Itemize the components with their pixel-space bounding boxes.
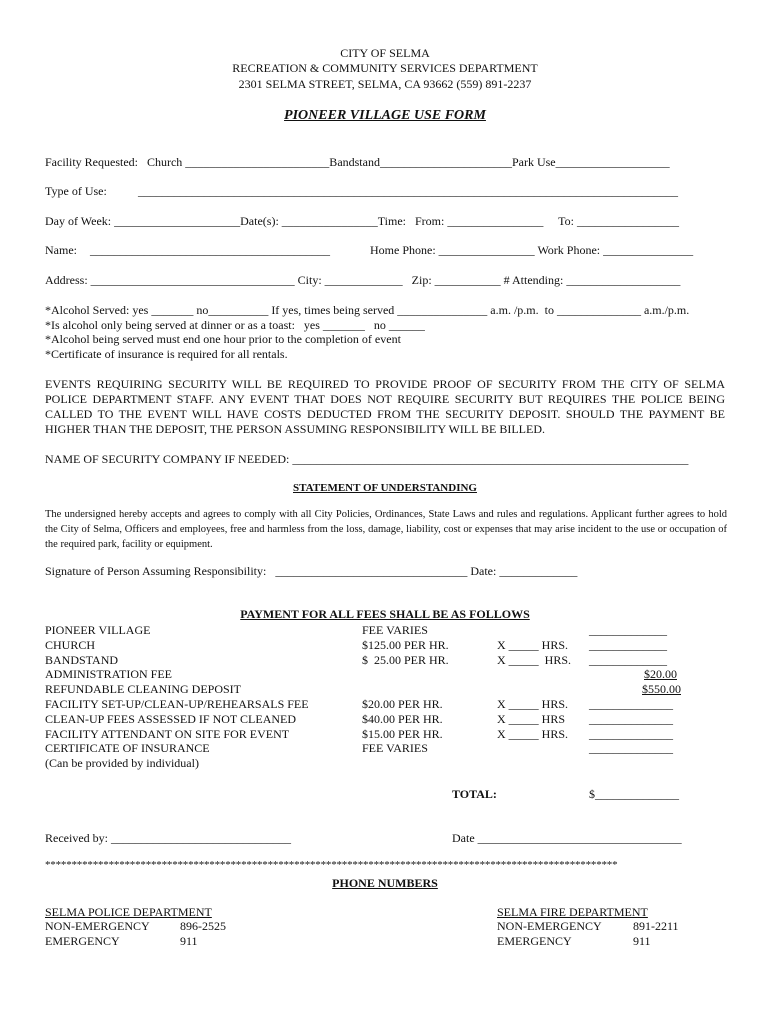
- header-department: RECREATION & COMMUNITY SERVICES DEPARTMENT: [232, 61, 538, 75]
- fee-item: CERTIFICATE OF INSURANCE: [45, 741, 210, 755]
- fee-rate: $40.00 PER HR.: [362, 712, 443, 726]
- fee-rate: $20.00 PER HR.: [362, 697, 443, 711]
- fee-item-note: (Can be provided by individual): [45, 756, 199, 770]
- payment-heading: PAYMENT FOR ALL FEES SHALL BE AS FOLLOWS: [240, 607, 530, 621]
- fee-rate: FEE VARIES: [362, 623, 428, 637]
- police-department-name: SELMA POLICE DEPARTMENT: [45, 905, 212, 919]
- alcohol-toast-line[interactable]: *Is alcohol only being served at dinner or as a toast: yes _______ no ______: [45, 318, 425, 332]
- fee-hours[interactable]: X _____ HRS: [497, 712, 566, 726]
- phone-numbers-heading: PHONE NUMBERS: [332, 876, 438, 890]
- fire-emergency-number: 911: [633, 934, 651, 948]
- fee-total[interactable]: ______________: [589, 697, 673, 711]
- fee-item: PIONEER VILLAGE: [45, 623, 151, 637]
- fee-total[interactable]: ______________: [589, 712, 673, 726]
- fee-item: ADMINISTRATION FEE: [45, 667, 172, 681]
- header-address: 2301 SELMA STREET, SELMA, CA 93662 (559) 891-2237: [238, 77, 532, 91]
- statement-heading: STATEMENT OF UNDERSTANDING: [293, 482, 477, 494]
- address-field[interactable]: Address: __________________________________ City: _____________ Zip: ___________ # Attending: ___________________: [45, 273, 681, 287]
- police-non-emergency-number: 896-2525: [180, 919, 226, 933]
- fee-item: FACILITY ATTENDANT ON SITE FOR EVENT: [45, 727, 290, 741]
- fire-non-emergency-number: 891-2211: [633, 919, 679, 933]
- received-by-field[interactable]: Received by: ______________________________: [45, 831, 291, 845]
- asterisk-divider: ************************************************************************************************************: [45, 859, 618, 871]
- fee-hours[interactable]: X _____ HRS.: [497, 638, 569, 652]
- police-emergency-number: 911: [180, 934, 198, 948]
- total-field[interactable]: $______________: [589, 787, 679, 801]
- name-label: Name:: [45, 243, 77, 257]
- fee-item: BANDSTAND: [45, 653, 119, 667]
- fee-rate: FEE VARIES: [362, 741, 428, 755]
- statement-text: The undersigned hereby accepts and agrees to comply with all City Policies, Ordinances, State Laws and rules and regulations. Applicant further agrees to hold the City of Selma, Officers and employees, free and harmless from the loss, damage, liability, cost or expenses that may arise incident to the use or occupation of the required park, facility or equipment.: [45, 509, 727, 550]
- fee-total[interactable]: ______________: [589, 741, 673, 755]
- fee-hours[interactable]: X _____ HRS.: [497, 727, 569, 741]
- fee-total: $20.00: [644, 667, 677, 681]
- received-date-field[interactable]: Date __________________________________: [452, 831, 682, 845]
- fee-hours[interactable]: X _____ HRS.: [497, 653, 572, 667]
- insurance-note: *Certificate of insurance is required for all rentals.: [45, 347, 288, 361]
- fee-total[interactable]: _____________: [589, 638, 667, 652]
- name-field[interactable]: ________________________________________: [90, 243, 330, 257]
- type-of-use-label: Type of Use:: [45, 184, 107, 198]
- signature-field[interactable]: Signature of Person Assuming Responsibility: ________________________________ Date: _____________: [45, 564, 578, 578]
- day-date-time-field[interactable]: Day of Week: _____________________Date(s): ________________Time: From: ________________ To: _________________: [45, 214, 679, 228]
- header-city: CITY OF SELMA: [340, 46, 430, 60]
- fee-total[interactable]: _____________: [589, 623, 667, 637]
- fire-non-emergency-label: NON-EMERGENCY: [497, 919, 602, 933]
- police-non-emergency-label: NON-EMERGENCY: [45, 919, 150, 933]
- page-title: PIONEER VILLAGE USE FORM: [284, 108, 486, 123]
- phone-fields[interactable]: Home Phone: ________________ Work Phone: _______________: [370, 243, 694, 257]
- alcohol-served-line[interactable]: *Alcohol Served: yes _______ no__________ If yes, times being served _______________ a.m. /p.m. to ______________ a.m./p.m.: [45, 303, 690, 317]
- fee-item: REFUNDABLE CLEANING DEPOSIT: [45, 682, 241, 696]
- fire-emergency-label: EMERGENCY: [497, 934, 572, 948]
- police-emergency-label: EMERGENCY: [45, 934, 120, 948]
- fee-total[interactable]: ______________: [589, 727, 673, 741]
- fee-rate: $15.00 PER HR.: [362, 727, 443, 741]
- fee-hours[interactable]: X _____ HRS.: [497, 697, 569, 711]
- facility-requested-field[interactable]: Facility Requested: Church ________________________Bandstand______________________Park Use___________________: [45, 155, 670, 169]
- security-paragraph: EVENTS REQUIRING SECURITY WILL BE REQUIRED TO PROVIDE PROOF OF SECURITY FROM THE CITY OF SELMA POLICE DEPARTMENT STAFF. ANY EVENT THAT DOES NOT REQUIRE SECURITY BUT REQUIRES THE POLICE BEING CALLED TO THE EVENT WILL HAVE COSTS DEDUCTED FROM THE SECURITY DEPOSIT. SHOULD THE PAYMENT BE HIGHER THAN THE DEPOSIT, THE PERSON ASSUMING RESPONSIBILITY WILL BE BILLED.: [45, 377, 725, 436]
- fire-department-name: SELMA FIRE DEPARTMENT: [497, 905, 648, 919]
- alcohol-end-note: *Alcohol being served must end one hour prior to the completion of event: [45, 332, 401, 346]
- security-company-field[interactable]: NAME OF SECURITY COMPANY IF NEEDED: __________________________________________________________________: [45, 452, 689, 466]
- fee-total: $550.00: [642, 682, 681, 696]
- fee-rate: $ 25.00 PER HR.: [362, 653, 449, 667]
- total-label: TOTAL:: [452, 787, 497, 801]
- fee-item: FACILITY SET-UP/CLEAN-UP/REHEARSALS FEE: [45, 697, 309, 711]
- fee-rate: $125.00 PER HR.: [362, 638, 449, 652]
- fee-item: CLEAN-UP FEES ASSESSED IF NOT CLEANED: [45, 712, 297, 726]
- fee-total[interactable]: _____________: [589, 653, 667, 667]
- type-of-use-field[interactable]: __________________________________________________________________________________________: [138, 184, 678, 198]
- fee-item: CHURCH: [45, 638, 96, 652]
